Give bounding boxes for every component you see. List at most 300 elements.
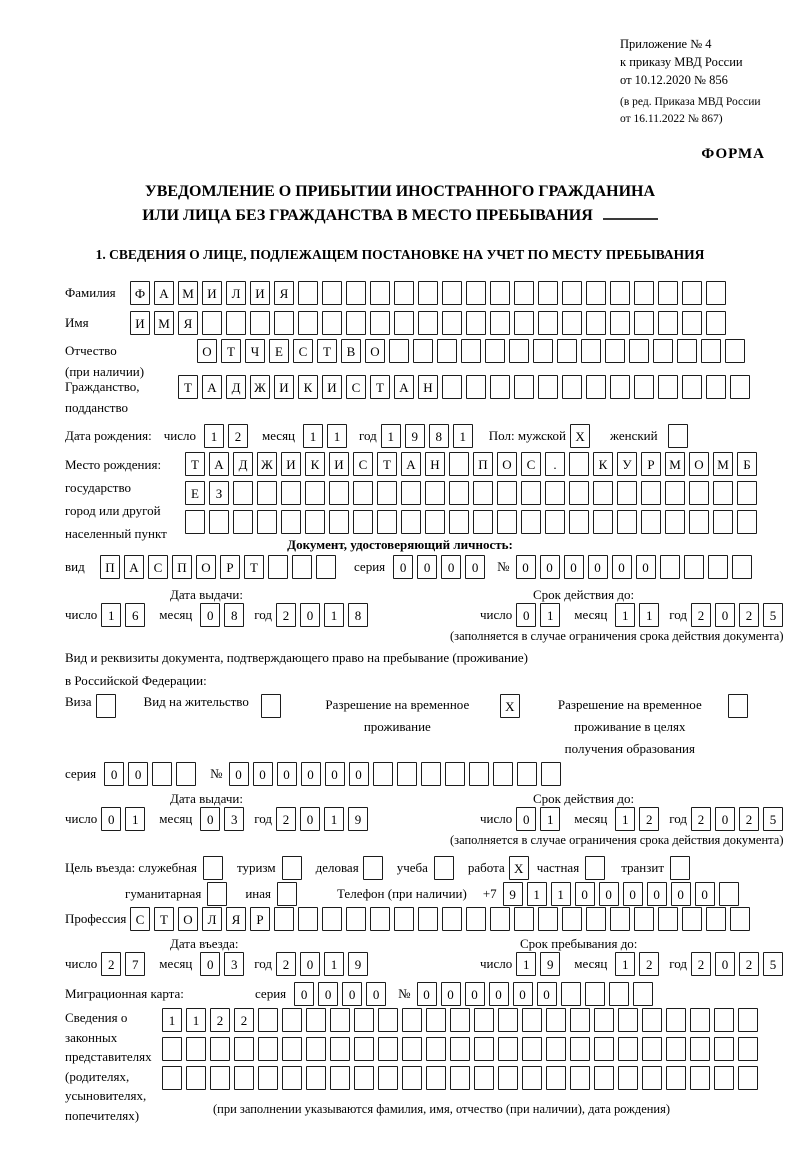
- char-cell[interactable]: Н: [418, 375, 438, 399]
- char-cell[interactable]: [226, 311, 246, 335]
- char-cell[interactable]: [706, 311, 726, 335]
- char-cell[interactable]: 1: [527, 882, 547, 906]
- char-cell[interactable]: И: [250, 281, 270, 305]
- char-cell[interactable]: [353, 481, 373, 505]
- char-cell[interactable]: 8: [429, 424, 449, 448]
- char-cell[interactable]: [714, 1066, 734, 1090]
- char-cell[interactable]: [370, 311, 390, 335]
- char-cell[interactable]: [346, 311, 366, 335]
- char-cell[interactable]: 0: [647, 882, 667, 906]
- residence-permit-checkbox[interactable]: [261, 694, 285, 718]
- char-cell[interactable]: [538, 311, 558, 335]
- char-cell[interactable]: [706, 281, 726, 305]
- char-cell[interactable]: [202, 311, 222, 335]
- char-cell[interactable]: [466, 375, 486, 399]
- char-cell[interactable]: П: [100, 555, 120, 579]
- char-cell[interactable]: [442, 375, 462, 399]
- char-cell[interactable]: [377, 510, 397, 534]
- char-cell[interactable]: 1: [540, 603, 560, 627]
- char-cell[interactable]: [514, 311, 534, 335]
- char-cell[interactable]: 0: [277, 762, 297, 786]
- mig-number-boxes[interactable]: [417, 982, 657, 1006]
- char-cell[interactable]: [689, 481, 709, 505]
- doc-number-boxes[interactable]: [516, 555, 756, 579]
- birth-month-boxes[interactable]: [303, 424, 351, 448]
- char-cell[interactable]: [634, 907, 654, 931]
- stay-day-boxes[interactable]: [516, 952, 564, 976]
- char-cell[interactable]: З: [209, 481, 229, 505]
- char-cell[interactable]: 1: [204, 424, 224, 448]
- char-cell[interactable]: 2: [276, 952, 296, 976]
- char-cell[interactable]: [186, 1037, 206, 1061]
- char-cell[interactable]: 0: [128, 762, 148, 786]
- char-cell[interactable]: [346, 281, 366, 305]
- char-cell[interactable]: [282, 856, 302, 880]
- char-cell[interactable]: 1: [324, 603, 344, 627]
- char-cell[interactable]: [521, 481, 541, 505]
- birth-place-boxes-2[interactable]: [185, 481, 761, 505]
- char-cell[interactable]: К: [305, 452, 325, 476]
- char-cell[interactable]: [466, 907, 486, 931]
- char-cell[interactable]: [562, 281, 582, 305]
- female-checkbox[interactable]: [668, 424, 692, 448]
- char-cell[interactable]: 0: [540, 555, 560, 579]
- char-cell[interactable]: 1: [186, 1008, 206, 1032]
- char-cell[interactable]: Т: [185, 452, 205, 476]
- char-cell[interactable]: [209, 510, 229, 534]
- char-cell[interactable]: С: [353, 452, 373, 476]
- char-cell[interactable]: М: [178, 281, 198, 305]
- char-cell[interactable]: [413, 339, 433, 363]
- char-cell[interactable]: [450, 1008, 470, 1032]
- char-cell[interactable]: 9: [405, 424, 425, 448]
- char-cell[interactable]: [322, 907, 342, 931]
- char-cell[interactable]: 0: [200, 603, 220, 627]
- doc-valid-day-boxes[interactable]: [516, 603, 564, 627]
- char-cell[interactable]: 0: [200, 952, 220, 976]
- doc-type-boxes[interactable]: [100, 555, 340, 579]
- char-cell[interactable]: [402, 1066, 422, 1090]
- char-cell[interactable]: [402, 1008, 422, 1032]
- char-cell[interactable]: [498, 1008, 518, 1032]
- char-cell[interactable]: 2: [739, 952, 759, 976]
- char-cell[interactable]: [586, 311, 606, 335]
- char-cell[interactable]: 0: [599, 882, 619, 906]
- char-cell[interactable]: [210, 1066, 230, 1090]
- char-cell[interactable]: [610, 281, 630, 305]
- char-cell[interactable]: 0: [715, 952, 735, 976]
- char-cell[interactable]: 0: [695, 882, 715, 906]
- char-cell[interactable]: Л: [202, 907, 222, 931]
- char-cell[interactable]: 0: [441, 982, 461, 1006]
- char-cell[interactable]: 1: [125, 807, 145, 831]
- char-cell[interactable]: [538, 907, 558, 931]
- char-cell[interactable]: Ж: [257, 452, 277, 476]
- char-cell[interactable]: [257, 481, 277, 505]
- char-cell[interactable]: [490, 281, 510, 305]
- char-cell[interactable]: Б: [737, 452, 757, 476]
- char-cell[interactable]: 0: [715, 603, 735, 627]
- char-cell[interactable]: 2: [691, 952, 711, 976]
- char-cell[interactable]: [152, 762, 172, 786]
- char-cell[interactable]: [610, 907, 630, 931]
- char-cell[interactable]: [162, 1066, 182, 1090]
- char-cell[interactable]: [581, 339, 601, 363]
- char-cell[interactable]: [610, 375, 630, 399]
- char-cell[interactable]: [642, 1008, 662, 1032]
- char-cell[interactable]: [434, 856, 454, 880]
- char-cell[interactable]: [322, 311, 342, 335]
- char-cell[interactable]: О: [178, 907, 198, 931]
- char-cell[interactable]: [594, 1037, 614, 1061]
- char-cell[interactable]: М: [713, 452, 733, 476]
- char-cell[interactable]: [353, 510, 373, 534]
- char-cell[interactable]: [618, 1008, 638, 1032]
- char-cell[interactable]: [586, 375, 606, 399]
- char-cell[interactable]: [670, 856, 690, 880]
- char-cell[interactable]: [363, 856, 383, 880]
- char-cell[interactable]: [634, 281, 654, 305]
- char-cell[interactable]: А: [154, 281, 174, 305]
- char-cell[interactable]: О: [689, 452, 709, 476]
- char-cell[interactable]: [546, 1037, 566, 1061]
- char-cell[interactable]: 1: [540, 807, 560, 831]
- representatives-boxes-1[interactable]: [162, 1008, 762, 1032]
- char-cell[interactable]: [402, 1037, 422, 1061]
- char-cell[interactable]: [634, 375, 654, 399]
- char-cell[interactable]: [233, 481, 253, 505]
- purpose-study-checkbox[interactable]: [434, 856, 458, 880]
- char-cell[interactable]: [394, 281, 414, 305]
- char-cell[interactable]: [250, 311, 270, 335]
- char-cell[interactable]: Я: [178, 311, 198, 335]
- char-cell[interactable]: [593, 510, 613, 534]
- purpose-private-checkbox[interactable]: [585, 856, 609, 880]
- char-cell[interactable]: Е: [269, 339, 289, 363]
- char-cell[interactable]: [610, 311, 630, 335]
- char-cell[interactable]: 3: [224, 952, 244, 976]
- char-cell[interactable]: 5: [763, 952, 783, 976]
- char-cell[interactable]: Т: [154, 907, 174, 931]
- doc-issue-year-boxes[interactable]: [276, 603, 372, 627]
- permit-valid-month-boxes[interactable]: [615, 807, 663, 831]
- name-boxes[interactable]: [130, 311, 730, 335]
- char-cell[interactable]: 0: [465, 555, 485, 579]
- char-cell[interactable]: [425, 510, 445, 534]
- char-cell[interactable]: 1: [516, 952, 536, 976]
- char-cell[interactable]: [538, 375, 558, 399]
- char-cell[interactable]: 7: [125, 952, 145, 976]
- char-cell[interactable]: Т: [377, 452, 397, 476]
- char-cell[interactable]: [569, 481, 589, 505]
- char-cell[interactable]: 0: [393, 555, 413, 579]
- char-cell[interactable]: [378, 1008, 398, 1032]
- char-cell[interactable]: [330, 1037, 350, 1061]
- char-cell[interactable]: [401, 481, 421, 505]
- char-cell[interactable]: 0: [715, 807, 735, 831]
- char-cell[interactable]: И: [322, 375, 342, 399]
- char-cell[interactable]: [466, 311, 486, 335]
- char-cell[interactable]: М: [154, 311, 174, 335]
- char-cell[interactable]: 0: [417, 982, 437, 1006]
- char-cell[interactable]: [569, 452, 589, 476]
- char-cell[interactable]: [421, 762, 441, 786]
- char-cell[interactable]: [298, 281, 318, 305]
- char-cell[interactable]: 0: [366, 982, 386, 1006]
- char-cell[interactable]: А: [401, 452, 421, 476]
- char-cell[interactable]: [370, 907, 390, 931]
- char-cell[interactable]: [629, 339, 649, 363]
- char-cell[interactable]: [521, 510, 541, 534]
- char-cell[interactable]: [514, 281, 534, 305]
- char-cell[interactable]: А: [394, 375, 414, 399]
- char-cell[interactable]: [682, 311, 702, 335]
- char-cell[interactable]: [378, 1037, 398, 1061]
- char-cell[interactable]: [274, 311, 294, 335]
- char-cell[interactable]: [682, 375, 702, 399]
- char-cell[interactable]: 0: [575, 882, 595, 906]
- birth-year-boxes[interactable]: [381, 424, 477, 448]
- char-cell[interactable]: [497, 510, 517, 534]
- char-cell[interactable]: Р: [641, 452, 661, 476]
- char-cell[interactable]: [522, 1037, 542, 1061]
- char-cell[interactable]: [354, 1066, 374, 1090]
- char-cell[interactable]: [738, 1066, 758, 1090]
- char-cell[interactable]: [485, 339, 505, 363]
- char-cell[interactable]: Т: [370, 375, 390, 399]
- char-cell[interactable]: 0: [465, 982, 485, 1006]
- char-cell[interactable]: 2: [228, 424, 248, 448]
- permit-number-boxes[interactable]: [229, 762, 565, 786]
- char-cell[interactable]: [682, 907, 702, 931]
- char-cell[interactable]: [546, 1008, 566, 1032]
- char-cell[interactable]: [633, 982, 653, 1006]
- char-cell[interactable]: С: [130, 907, 150, 931]
- char-cell[interactable]: 8: [348, 603, 368, 627]
- char-cell[interactable]: О: [497, 452, 517, 476]
- char-cell[interactable]: [658, 311, 678, 335]
- patronymic-boxes[interactable]: [197, 339, 749, 363]
- char-cell[interactable]: [642, 1066, 662, 1090]
- char-cell[interactable]: 2: [276, 807, 296, 831]
- char-cell[interactable]: А: [209, 452, 229, 476]
- char-cell[interactable]: П: [172, 555, 192, 579]
- char-cell[interactable]: [706, 375, 726, 399]
- profession-boxes[interactable]: [130, 907, 754, 931]
- char-cell[interactable]: [305, 481, 325, 505]
- char-cell[interactable]: У: [617, 452, 637, 476]
- char-cell[interactable]: [449, 510, 469, 534]
- char-cell[interactable]: 0: [612, 555, 632, 579]
- temp-residence-checkbox[interactable]: [500, 694, 524, 718]
- char-cell[interactable]: 0: [513, 982, 533, 1006]
- char-cell[interactable]: [682, 281, 702, 305]
- char-cell[interactable]: [585, 982, 605, 1006]
- entry-month-boxes[interactable]: [200, 952, 248, 976]
- char-cell[interactable]: 0: [325, 762, 345, 786]
- char-cell[interactable]: [690, 1008, 710, 1032]
- char-cell[interactable]: [666, 1037, 686, 1061]
- entry-day-boxes[interactable]: [101, 952, 149, 976]
- char-cell[interactable]: [370, 281, 390, 305]
- char-cell[interactable]: 1: [615, 952, 635, 976]
- char-cell[interactable]: [394, 907, 414, 931]
- char-cell[interactable]: [377, 481, 397, 505]
- char-cell[interactable]: [401, 510, 421, 534]
- char-cell[interactable]: [426, 1037, 446, 1061]
- char-cell[interactable]: [397, 762, 417, 786]
- birth-day-boxes[interactable]: [204, 424, 252, 448]
- char-cell[interactable]: [378, 1066, 398, 1090]
- char-cell[interactable]: [570, 1008, 590, 1032]
- char-cell[interactable]: 0: [294, 982, 314, 1006]
- char-cell[interactable]: [442, 907, 462, 931]
- char-cell[interactable]: [641, 510, 661, 534]
- char-cell[interactable]: X: [509, 856, 529, 880]
- char-cell[interactable]: [298, 311, 318, 335]
- char-cell[interactable]: 0: [564, 555, 584, 579]
- char-cell[interactable]: 0: [441, 555, 461, 579]
- doc-issue-month-boxes[interactable]: [200, 603, 248, 627]
- char-cell[interactable]: [737, 510, 757, 534]
- char-cell[interactable]: 0: [300, 807, 320, 831]
- char-cell[interactable]: X: [500, 694, 520, 718]
- permit-series-boxes[interactable]: [104, 762, 200, 786]
- char-cell[interactable]: [660, 555, 680, 579]
- char-cell[interactable]: [730, 375, 750, 399]
- char-cell[interactable]: И: [130, 311, 150, 335]
- char-cell[interactable]: 8: [224, 603, 244, 627]
- char-cell[interactable]: О: [196, 555, 216, 579]
- char-cell[interactable]: [684, 555, 704, 579]
- char-cell[interactable]: 0: [300, 603, 320, 627]
- char-cell[interactable]: 9: [503, 882, 523, 906]
- char-cell[interactable]: 0: [300, 952, 320, 976]
- char-cell[interactable]: [665, 510, 685, 534]
- doc-issue-day-boxes[interactable]: [101, 603, 149, 627]
- char-cell[interactable]: А: [202, 375, 222, 399]
- char-cell[interactable]: 0: [342, 982, 362, 1006]
- char-cell[interactable]: 0: [253, 762, 273, 786]
- char-cell[interactable]: Я: [226, 907, 246, 931]
- char-cell[interactable]: [394, 311, 414, 335]
- char-cell[interactable]: 6: [125, 603, 145, 627]
- char-cell[interactable]: 1: [551, 882, 571, 906]
- char-cell[interactable]: К: [593, 452, 613, 476]
- char-cell[interactable]: 0: [671, 882, 691, 906]
- char-cell[interactable]: [557, 339, 577, 363]
- purpose-humanitarian-checkbox[interactable]: [207, 882, 231, 906]
- char-cell[interactable]: [234, 1037, 254, 1061]
- purpose-tourism-checkbox[interactable]: [282, 856, 306, 880]
- char-cell[interactable]: [666, 1066, 686, 1090]
- char-cell[interactable]: [585, 856, 605, 880]
- char-cell[interactable]: 0: [101, 807, 121, 831]
- char-cell[interactable]: [653, 339, 673, 363]
- char-cell[interactable]: Д: [233, 452, 253, 476]
- char-cell[interactable]: [713, 481, 733, 505]
- citizenship-boxes[interactable]: [178, 375, 754, 399]
- char-cell[interactable]: 1: [453, 424, 473, 448]
- char-cell[interactable]: 2: [691, 603, 711, 627]
- char-cell[interactable]: [354, 1008, 374, 1032]
- birth-place-boxes-1[interactable]: [185, 452, 761, 476]
- representatives-boxes-2[interactable]: [162, 1037, 762, 1061]
- char-cell[interactable]: [261, 694, 281, 718]
- char-cell[interactable]: [517, 762, 537, 786]
- char-cell[interactable]: О: [365, 339, 385, 363]
- char-cell[interactable]: 1: [101, 603, 121, 627]
- char-cell[interactable]: 0: [489, 982, 509, 1006]
- char-cell[interactable]: [677, 339, 697, 363]
- char-cell[interactable]: [666, 1008, 686, 1032]
- char-cell[interactable]: [708, 555, 728, 579]
- doc-valid-year-boxes[interactable]: [691, 603, 787, 627]
- stay-year-boxes[interactable]: [691, 952, 787, 976]
- char-cell[interactable]: К: [298, 375, 318, 399]
- char-cell[interactable]: 2: [234, 1008, 254, 1032]
- char-cell[interactable]: [561, 982, 581, 1006]
- char-cell[interactable]: [713, 510, 733, 534]
- char-cell[interactable]: С: [346, 375, 366, 399]
- char-cell[interactable]: 1: [324, 807, 344, 831]
- char-cell[interactable]: [690, 1037, 710, 1061]
- char-cell[interactable]: [609, 982, 629, 1006]
- permit-issue-day-boxes[interactable]: [101, 807, 149, 831]
- char-cell[interactable]: [538, 281, 558, 305]
- char-cell[interactable]: [725, 339, 745, 363]
- char-cell[interactable]: [541, 762, 561, 786]
- char-cell[interactable]: 2: [101, 952, 121, 976]
- char-cell[interactable]: [445, 762, 465, 786]
- char-cell[interactable]: 1: [639, 603, 659, 627]
- char-cell[interactable]: [728, 694, 748, 718]
- char-cell[interactable]: [274, 907, 294, 931]
- char-cell[interactable]: [306, 1037, 326, 1061]
- char-cell[interactable]: [586, 281, 606, 305]
- char-cell[interactable]: [346, 907, 366, 931]
- char-cell[interactable]: 0: [516, 603, 536, 627]
- char-cell[interactable]: [442, 311, 462, 335]
- char-cell[interactable]: 0: [623, 882, 643, 906]
- permit-issue-month-boxes[interactable]: [200, 807, 248, 831]
- char-cell[interactable]: [450, 1066, 470, 1090]
- char-cell[interactable]: С: [521, 452, 541, 476]
- char-cell[interactable]: [594, 1066, 614, 1090]
- char-cell[interactable]: Д: [226, 375, 246, 399]
- char-cell[interactable]: 0: [349, 762, 369, 786]
- char-cell[interactable]: И: [274, 375, 294, 399]
- char-cell[interactable]: [277, 882, 297, 906]
- char-cell[interactable]: [522, 1008, 542, 1032]
- char-cell[interactable]: 0: [318, 982, 338, 1006]
- char-cell[interactable]: 0: [200, 807, 220, 831]
- char-cell[interactable]: [714, 1008, 734, 1032]
- char-cell[interactable]: И: [329, 452, 349, 476]
- char-cell[interactable]: 0: [417, 555, 437, 579]
- char-cell[interactable]: Я: [274, 281, 294, 305]
- char-cell[interactable]: [514, 907, 534, 931]
- char-cell[interactable]: [176, 762, 196, 786]
- char-cell[interactable]: [162, 1037, 182, 1061]
- char-cell[interactable]: 1: [324, 952, 344, 976]
- char-cell[interactable]: 0: [537, 982, 557, 1006]
- char-cell[interactable]: [426, 1066, 446, 1090]
- char-cell[interactable]: [282, 1008, 302, 1032]
- mig-series-boxes[interactable]: [294, 982, 390, 1006]
- char-cell[interactable]: 0: [104, 762, 124, 786]
- char-cell[interactable]: [490, 907, 510, 931]
